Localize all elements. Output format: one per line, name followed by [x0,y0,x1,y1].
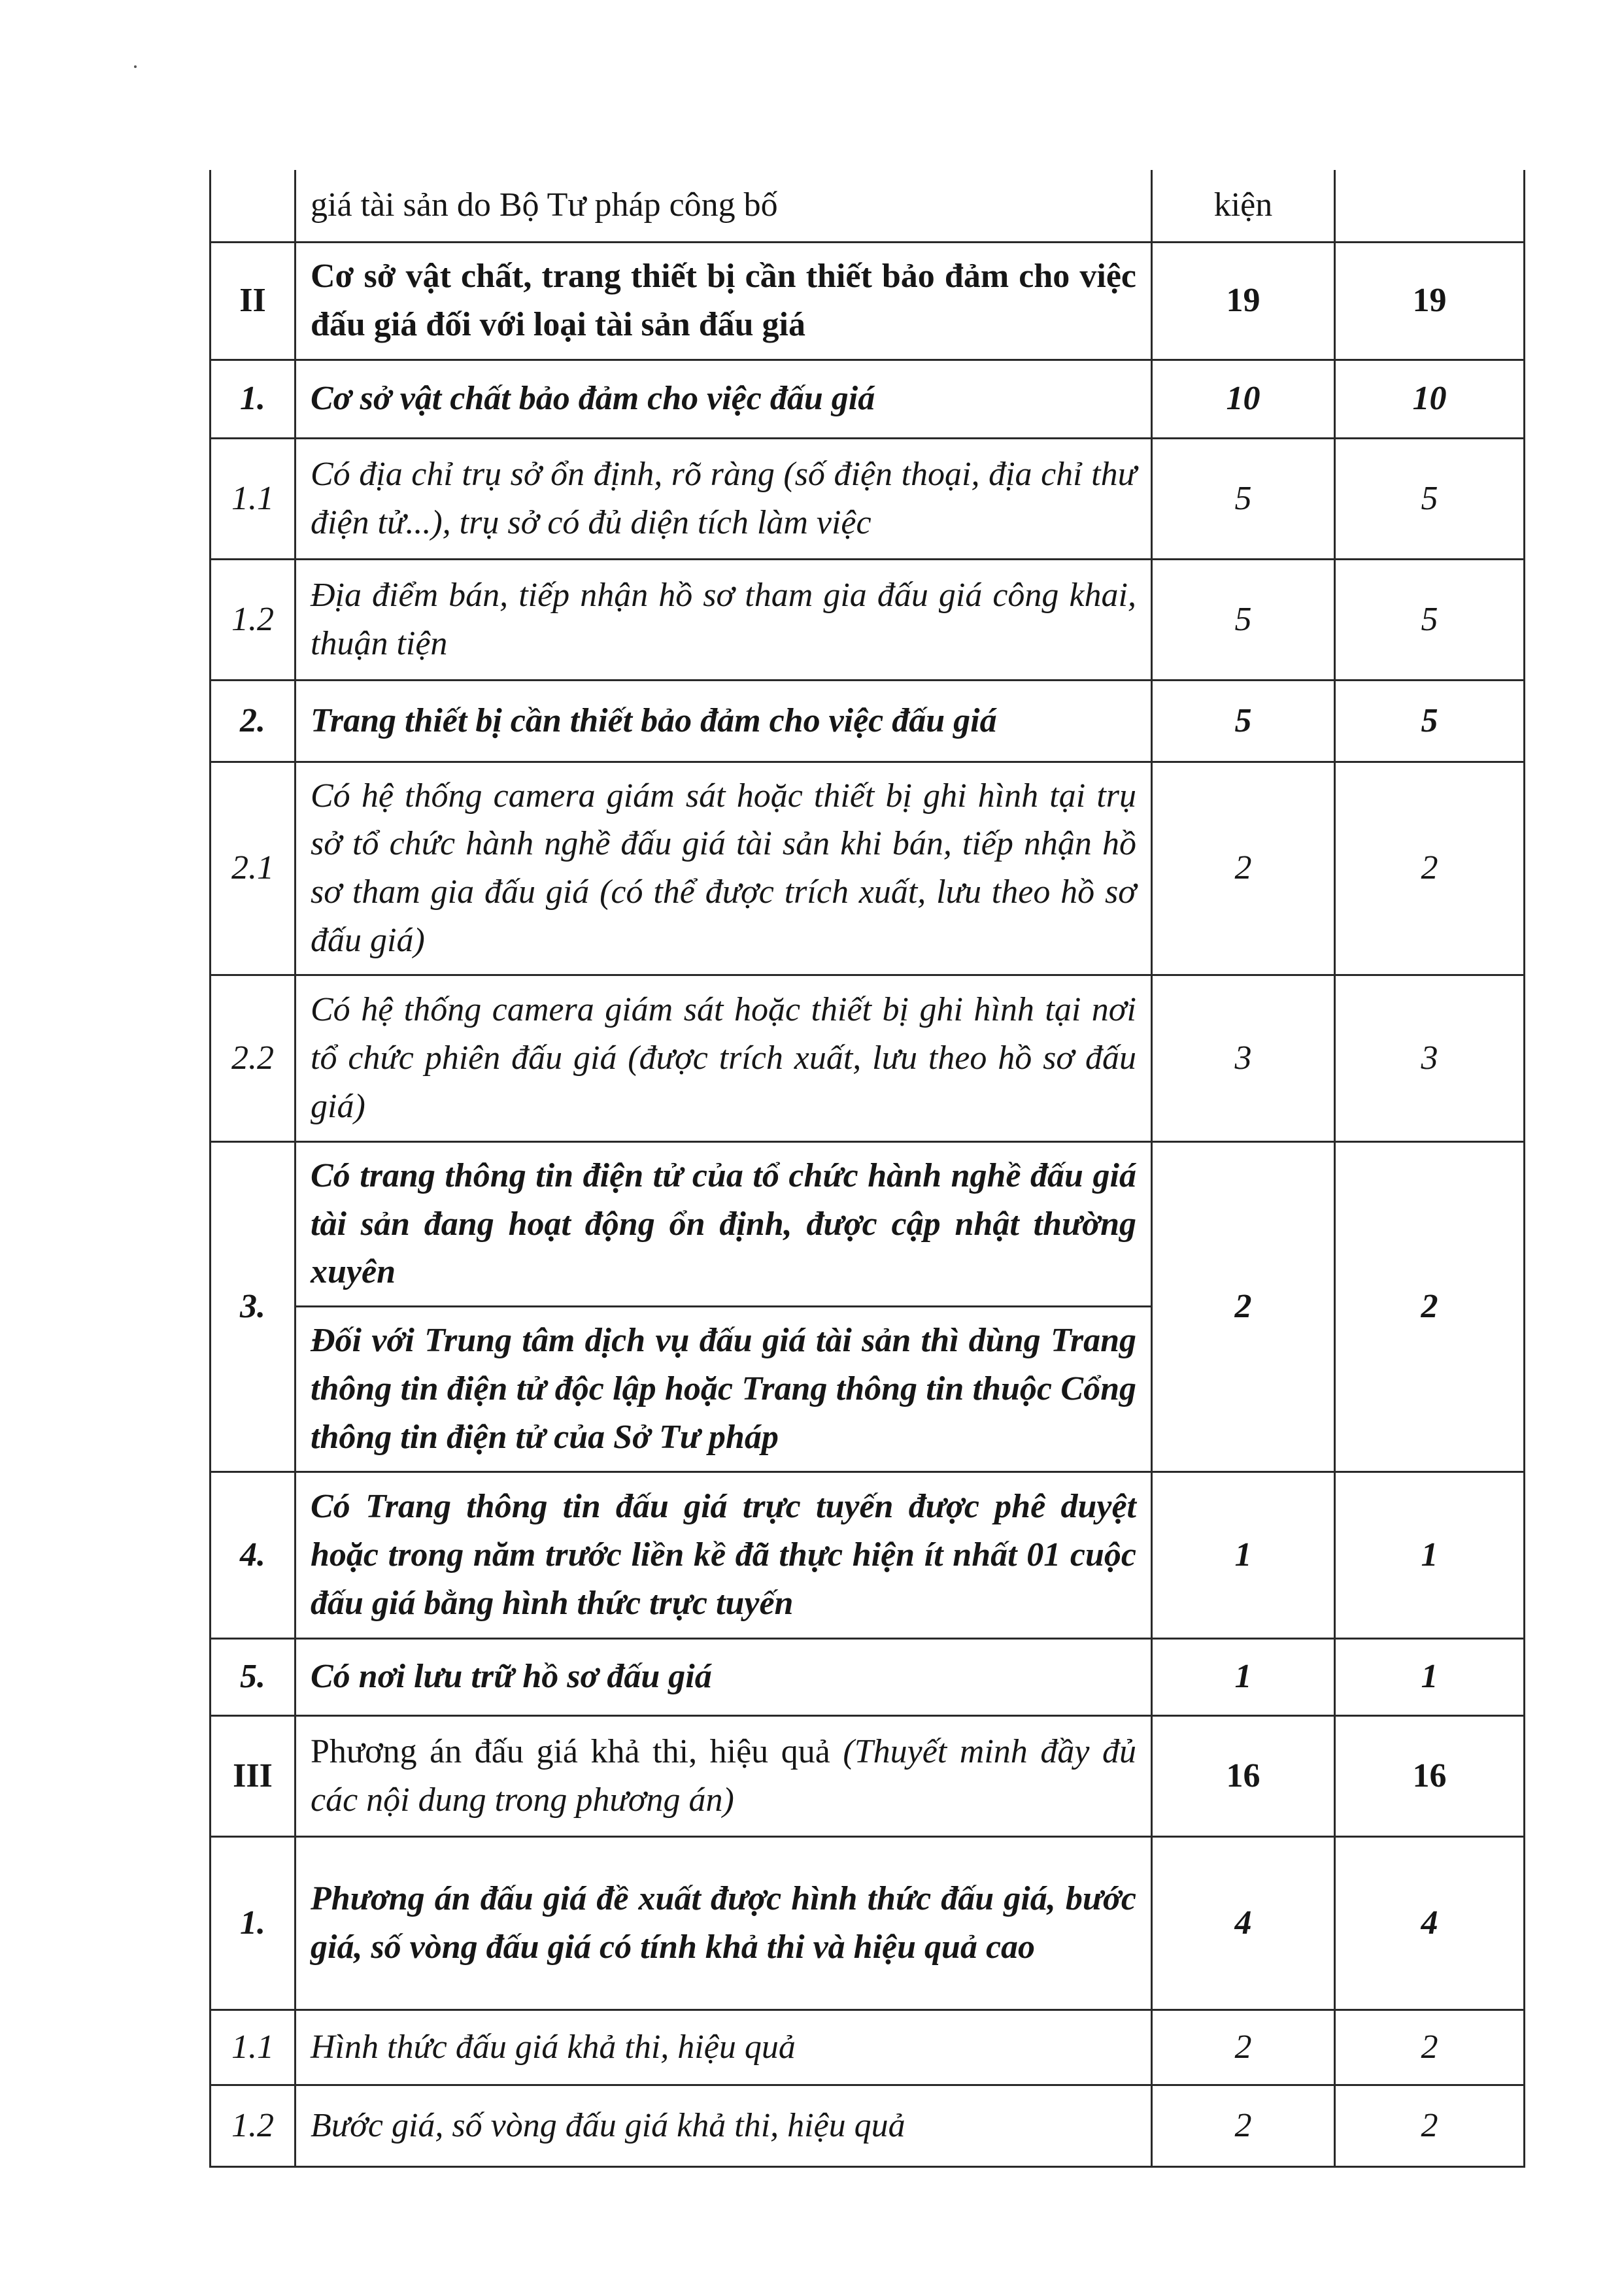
max-score: 1 [1152,1638,1335,1715]
max-score: 2 [1152,2085,1335,2166]
row-number: 1. [211,1836,296,2010]
table-row [211,1836,1525,2010]
max-score: 4 [1152,1836,1335,2010]
criterion-text: Hình thức đấu giá khả thi, hiệu quả [296,2010,1152,2085]
max-score: 3 [1152,975,1335,1141]
criterion-text: Địa điểm bán, tiếp nhận hồ sơ tham gia đấu giá công khai, thuận tiện [296,559,1152,680]
criterion-text: Có nơi lưu trữ hồ sơ đấu giá [296,1638,1152,1715]
criterion-text: Có Trang thông tin đấu giá trực tuyến được phê duyệt hoặc trong năm trước liền kề đã thực hiện ít nhất 01 cuộc đấu giá bằng hình thức trực tuyến [296,1472,1152,1638]
table-row [211,242,1525,360]
criterion-text: Có hệ thống camera giám sát hoặc thiết bị ghi hình tại nơi tổ chức phiên đấu giá (được trích xuất, lưu theo hồ sơ đấu giá) [296,975,1152,1141]
criterion-text: Cơ sở vật chất, trang thiết bị cần thiết bảo đảm cho việc đấu giá đối với loại tài sản đấu giá [296,242,1152,360]
max-score: 5 [1152,438,1335,559]
max-score: 1 [1152,1472,1335,1638]
max-score: 16 [1152,1715,1335,1836]
awarded-score: 2 [1335,2085,1525,2166]
criterion-text: Cơ sở vật chất bảo đảm cho việc đấu giá [296,360,1152,438]
awarded-score: 3 [1335,975,1525,1141]
table-row [211,1715,1525,1836]
table-row [211,680,1525,762]
row-number [211,170,296,242]
row-number: 2. [211,680,296,762]
awarded-score: 2 [1335,1141,1525,1472]
row-number: 1. [211,360,296,438]
table-row [211,360,1525,438]
awarded-score: 4 [1335,1836,1525,2010]
criterion-text: giá tài sản do Bộ Tư pháp công bố [296,170,1152,242]
criterion-text: Có trang thông tin điện tử của tổ chức hành nghề đấu giá tài sản đang hoạt động ổn định, được cập nhật thường xuyên [296,1141,1152,1306]
awarded-score [1335,170,1525,242]
max-score: 2 [1152,1141,1335,1472]
table-row [211,2085,1525,2166]
table-row [211,559,1525,680]
row-number: 2.2 [211,975,296,1141]
criterion-text [296,1715,1152,1836]
row-number: II [211,242,296,360]
row-number: 2.1 [211,762,296,975]
row-number: 1.1 [211,438,296,559]
criterion-text: Trang thiết bị cần thiết bảo đảm cho việc đấu giá [296,680,1152,762]
table-row [211,1638,1525,1715]
max-score: 19 [1152,242,1335,360]
row-number: 4. [211,1472,296,1638]
table-row [211,2010,1525,2085]
awarded-score: 5 [1335,680,1525,762]
max-score: 5 [1152,680,1335,762]
table-row [211,438,1525,559]
awarded-score: 1 [1335,1472,1525,1638]
row-number: 3. [211,1141,296,1472]
awarded-score: 10 [1335,360,1525,438]
awarded-score: 5 [1335,438,1525,559]
criterion-text: Có hệ thống camera giám sát hoặc thiết bị ghi hình tại trụ sở tổ chức hành nghề đấu giá tài sản khi bán, tiếp nhận hồ sơ tham gia đấu giá (có thể được trích xuất, lưu theo hồ sơ đấu giá) [296,762,1152,975]
max-score: kiện [1152,170,1335,242]
scan-speck [134,65,137,68]
criterion-text: Bước giá, số vòng đấu giá khả thi, hiệu quả [296,2085,1152,2166]
row-number: 5. [211,1638,296,1715]
row-number: 1.2 [211,559,296,680]
row-number: 1.1 [211,2010,296,2085]
awarded-score: 5 [1335,559,1525,680]
awarded-score: 2 [1335,762,1525,975]
criterion-text: Có địa chỉ trụ sở ổn định, rõ ràng (số điện thoại, địa chỉ thư điện tử...), trụ sở có đủ diện tích làm việc [296,438,1152,559]
table-row [211,170,1525,242]
table-row [211,1141,1525,1306]
scoring-criteria-table [209,170,1525,2168]
table-row [211,1472,1525,1638]
max-score: 2 [1152,2010,1335,2085]
awarded-score: 19 [1335,242,1525,360]
max-score: 10 [1152,360,1335,438]
row-number: III [211,1715,296,1836]
criterion-note: (Thuyết minh đầy đủ các nội dung trong phương án) [311,1732,1136,1819]
criterion-title: Phương án đấu giá khả thi, hiệu quả [311,1732,830,1770]
awarded-score: 16 [1335,1715,1525,1836]
max-score: 2 [1152,762,1335,975]
table-row [211,762,1525,975]
awarded-score: 1 [1335,1638,1525,1715]
table-row [211,975,1525,1141]
criterion-subtext: Đối với Trung tâm dịch vụ đấu giá tài sản thì dùng Trang thông tin điện tử độc lập hoặc Trang thông tin thuộc Cổng thông tin điện tử của Sở Tư pháp [296,1307,1152,1472]
awarded-score: 2 [1335,2010,1525,2085]
criterion-text: Phương án đấu giá đề xuất được hình thức đấu giá, bước giá, số vòng đấu giá có tính khả thi và hiệu quả cao [296,1836,1152,2010]
row-number: 1.2 [211,2085,296,2166]
max-score: 5 [1152,559,1335,680]
